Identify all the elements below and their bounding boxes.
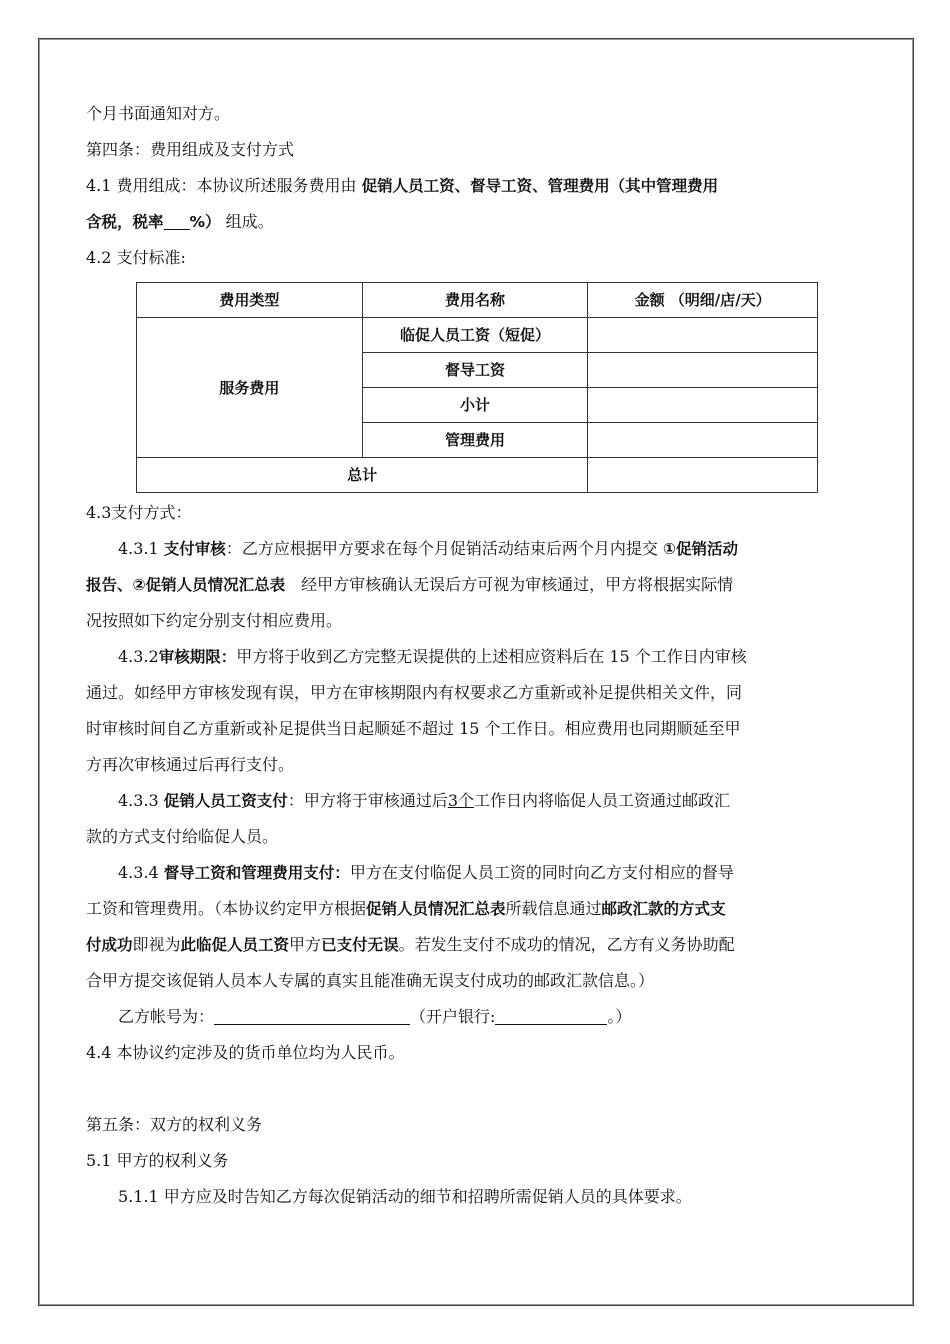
article-4-title: 第四条：费用组成及支付方式 [86,140,295,159]
clause-4-3-1-end: 况按照如下约定分别支付相应费用。 [86,611,343,630]
amount-cell[interactable] [588,423,818,458]
clause-4-1: 4.1 费用组成：本协议所述服务费用由 促销人员工资、督导工资、管理费用（其中管理费用 [86,176,719,195]
item-name: 临促人员工资（短促） [362,318,588,353]
total-amount-cell[interactable] [588,458,818,493]
clause-4-3-2-end: 方再次审核通过后再行支付。 [86,755,295,774]
clause-4-2: 4.2 支付标准: [86,248,186,267]
clause-4-3-4-end: 合甲方提交该促销人员本人专属的真实且能准确无误支付成功的邮政汇款信息。） [86,971,655,990]
clause-4-3-3: 4.3.3 促销人员工资支付：甲方将于审核通过后3个工作日内将临促人员工资通过邮政汇 [118,791,731,810]
clause-4-3-2: 4.3.2审核期限：甲方将于收到乙方完整无误提供的上述相应资料后在 15 个工作日内审核 [118,647,747,666]
clause-4-3: 4.3支付方式： [86,503,192,522]
table-row [137,318,818,353]
amount-cell[interactable] [588,353,818,388]
amount-cell[interactable] [588,388,818,423]
clause-4-3-4: 4.3.4 督导工资和管理费用支付：甲方在支付临促人员工资的同时向乙方支付相应的督导 [118,863,734,882]
continuation-line: 个月书面通知对方。 [86,104,231,123]
item-name: 督导工资 [362,353,588,388]
clause-5-1-1: 5.1.1 甲方应及时告知乙方每次促销活动的细节和招聘所需促销人员的具体要求。 [118,1187,692,1206]
document-body [86,96,870,1215]
item-name: 管理费用 [362,423,588,458]
total-label: 总计 [137,458,588,493]
clause-4-3-2-cont: 通过。如经甲方审核发现有误，甲方在审核期限内有权要求乙方重新或补足提供相关文件，同 [86,683,743,702]
clause-4-3-4-cont: 工资和管理费用。（本协议约定甲方根据促销人员情况汇总表所载信息通过邮政汇款的方式支 [86,899,726,918]
clause-5-1: 5.1 甲方的权利义务 [86,1151,229,1170]
clause-4-3-4-cont: 付成功即视为此临促人员工资甲方已支付无误。若发生支付不成功的情况，乙方有义务协助配 [86,935,735,954]
clause-4-4: 4.4 本协议约定涉及的货币单位均为人民币。 [86,1043,405,1062]
clause-4-3-3-end: 款的方式支付给临促人员。 [86,827,279,846]
item-name: 小计 [362,388,588,423]
account-number-blank[interactable] [214,1006,410,1025]
total-row [137,458,818,493]
article-5-title: 第五条：双方的权利义务 [86,1115,263,1134]
clause-4-3-1: 4.3.1 支付审核：乙方应根据甲方要求在每个月促销活动结束后两个月内提交 ①促销活动 [118,539,739,558]
fee-table [136,282,818,493]
clause-4-3-2-cont: 时审核时间自乙方重新或补足提供当日起顺延不超过 15 个工作日。相应费用也同期顺延至甲 [86,719,741,738]
header-fee-name: 费用名称 [362,283,588,318]
clause-4-3-1-cont: 报告、②促销人员情况汇总表 经甲方审核确认无误后方可视为审核通过，甲方将根据实际情 [86,575,734,594]
table-header-row [137,283,818,318]
account-line: 乙方帐号为： （开户银行: 。） [118,1007,632,1026]
amount-cell[interactable] [588,318,818,353]
header-fee-type: 费用类型 [137,283,363,318]
header-amount: 金额 （明细/店/天） [588,283,818,318]
service-fee-group: 服务费用 [137,318,363,458]
tax-rate-blank[interactable] [164,211,190,230]
clause-4-1-cont: 含税，税率 %） 组成。 [86,212,274,231]
bank-name-blank[interactable] [495,1006,607,1025]
